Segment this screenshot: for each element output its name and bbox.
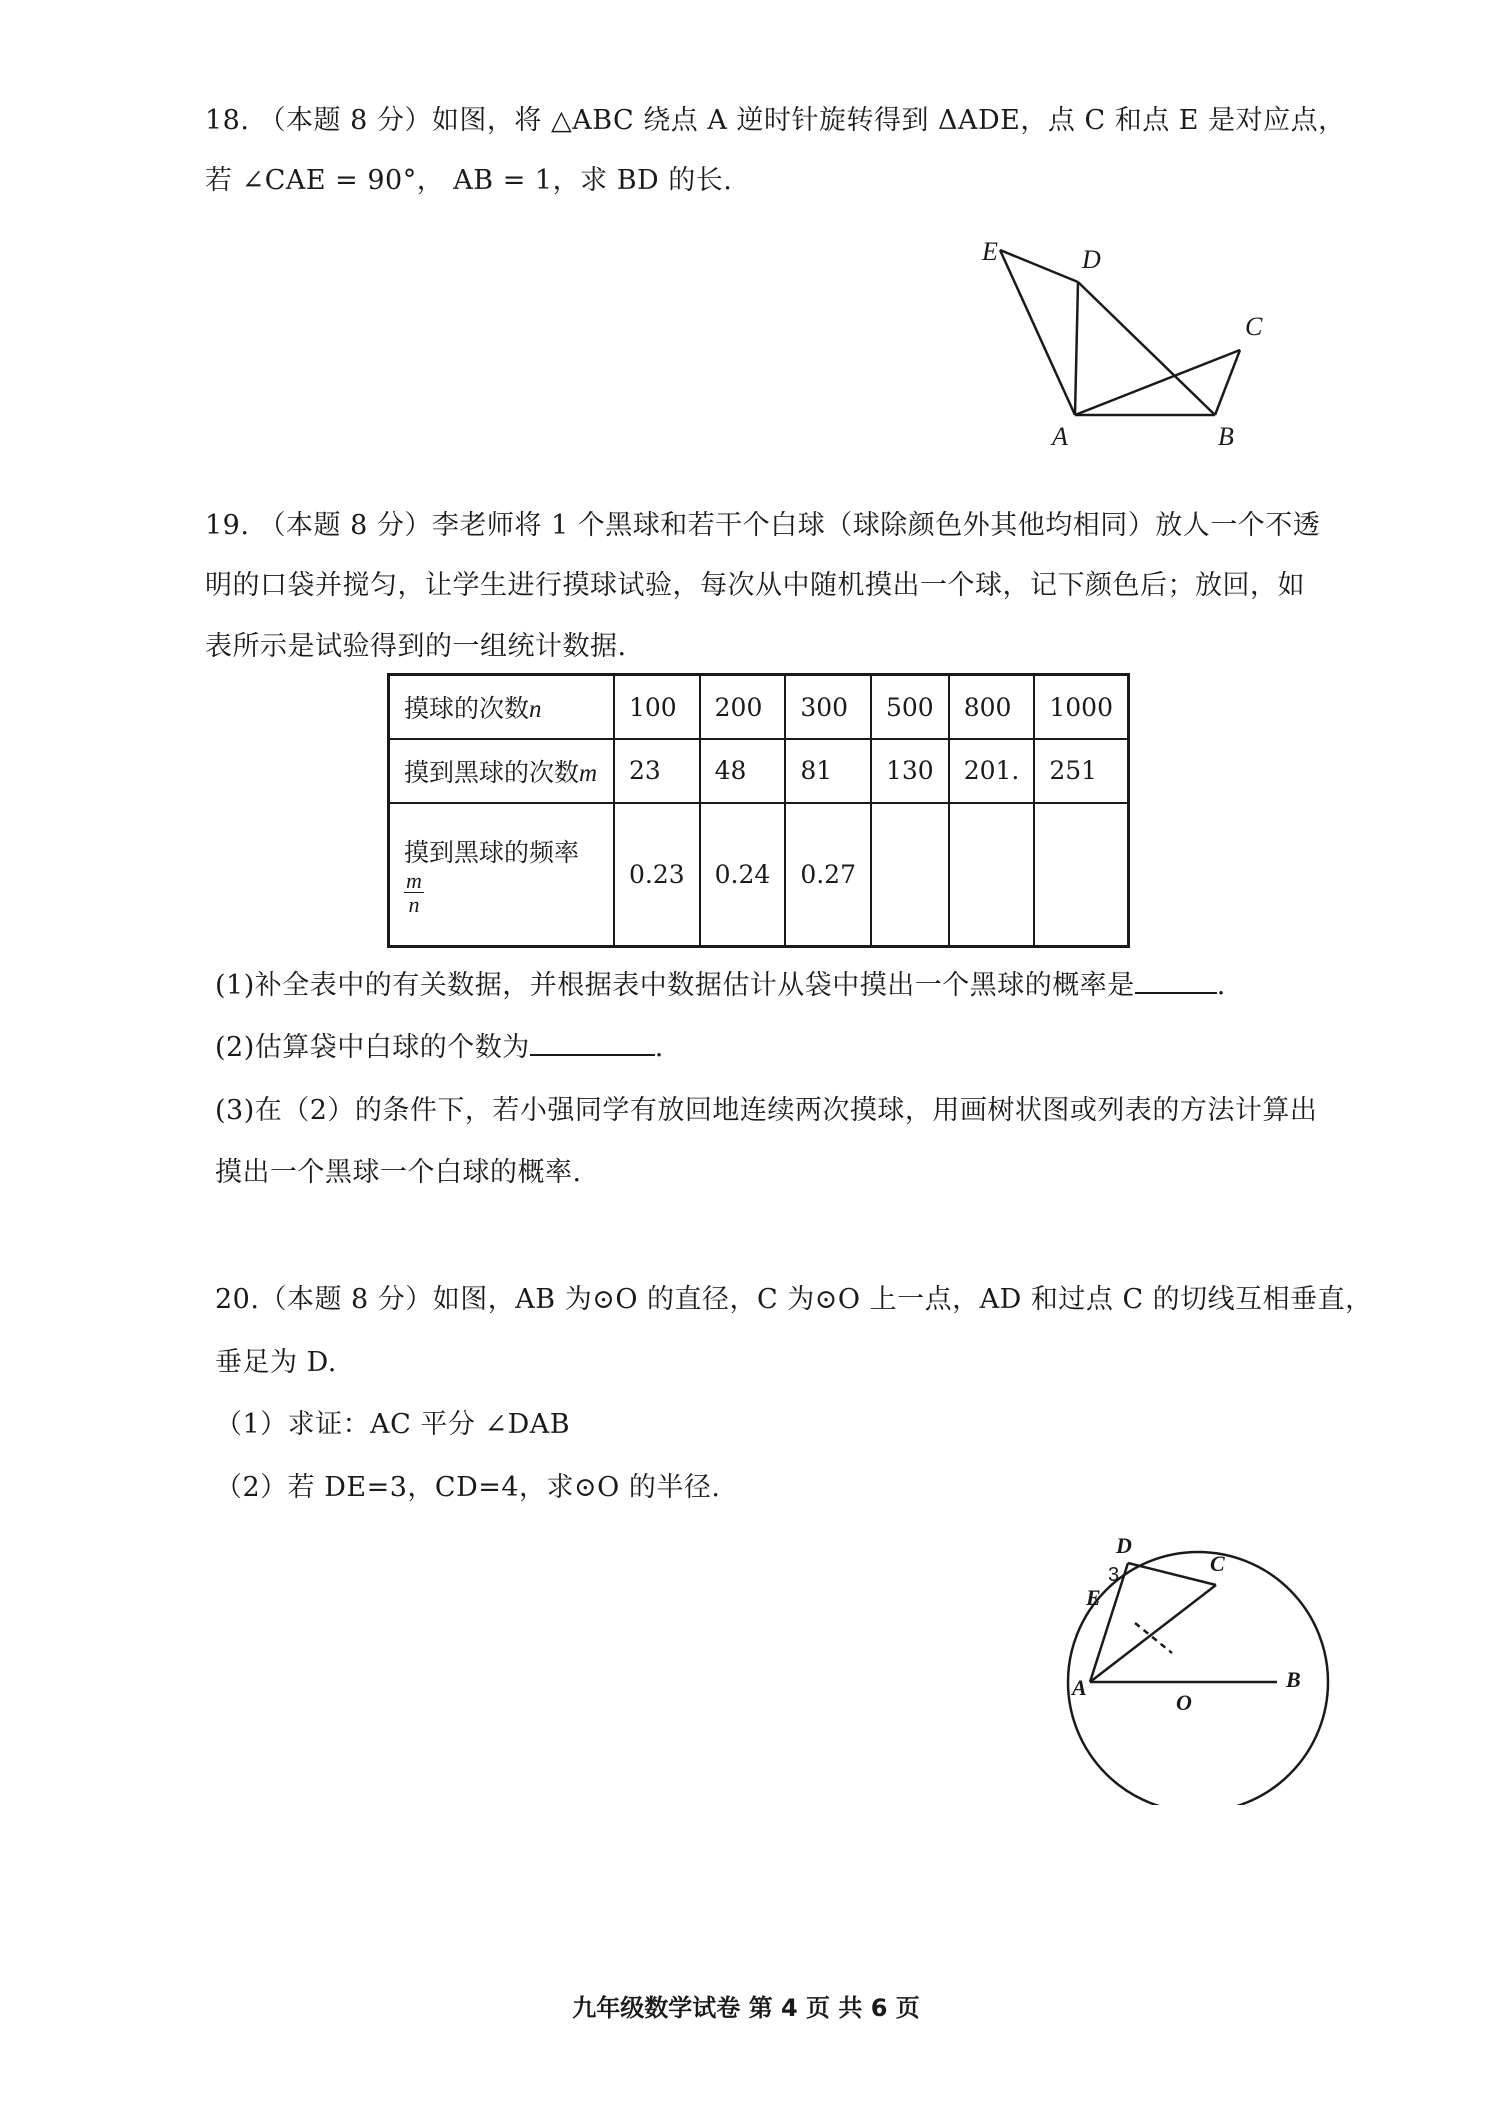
q20-line2: 垂足为 D. [215, 1347, 337, 1378]
q20-part2: （2）若 DE=3，CD=4，求⊙O 的半径. [215, 1472, 721, 1503]
segment-AC [1090, 1585, 1216, 1682]
n-cell: 500 [871, 675, 949, 740]
q19-part3-line2: 摸出一个黑球一个白球的概率. [215, 1157, 582, 1188]
q19-line1: 19. （本题 8 分）李老师将 1 个黑球和若干个白球（球除颜色外其他均相同）放人一个不透 [205, 510, 1321, 541]
freq-cell[interactable] [871, 803, 949, 947]
handwritten-mark: 3 [1108, 1564, 1120, 1586]
q18-label-C: C [1245, 312, 1263, 341]
q19-line2: 明的口袋并搅匀，让学生进行摸球试验，每次从中随机摸出一个球，记下颜色后；放回，如 [205, 570, 1305, 601]
q18-edge-DB [1078, 282, 1215, 415]
m-cell: 48 [700, 739, 786, 803]
q20-label-D: D [1116, 1533, 1132, 1558]
n-cell: 300 [785, 675, 871, 740]
m-cell: 130 [871, 739, 949, 803]
q18-edge-DA [1075, 282, 1078, 415]
table-row [389, 675, 1129, 740]
q20-line1: 20.（本题 8 分）如图，AB 为⊙O 的直径，C 为⊙O 上一点，AD 和过点 C 的切线互相垂直， [215, 1284, 1373, 1315]
q19-part1: (1)补全表中的有关数据，并根据表中数据估计从袋中摸出一个黑球的概率是 . [215, 970, 1226, 1001]
q18-edge-CB [1215, 350, 1240, 415]
q18-line1: 18. （本题 8 分）如图，将 △ABC 绕点 A 逆时针旋转得到 ΔADE，点 C 和点 E 是对应点， [205, 105, 1346, 136]
q20-part1: （1）求证：AC 平分 ∠DAB [215, 1409, 571, 1440]
q20-figure [1050, 1525, 1330, 1805]
q20-label-C: C [1210, 1551, 1225, 1576]
dashed-line [1135, 1623, 1172, 1653]
q19-line3: 表所示是试验得到的一组统计数据. [205, 631, 627, 662]
m-cell: 81 [785, 739, 871, 803]
q20-label-B: B [1286, 1667, 1301, 1692]
tangent-DC [1128, 1563, 1216, 1585]
m-cell: 23 [614, 739, 700, 803]
q18-edge-EA [1000, 250, 1075, 415]
q19-part2: (2)估算袋中白球的个数为 . [215, 1032, 664, 1063]
q19-part3-line1: (3)在（2）的条件下，若小强同学有放回地连续两次摸球，用画树状图或列表的方法计算出 [215, 1095, 1318, 1126]
m-cell: 251 [1034, 739, 1128, 803]
page-footer: 九年级数学试卷 第 4 页 共 6 页 [572, 1994, 920, 2022]
n-cell: 200 [700, 675, 786, 740]
freq-cell: 0.24 [700, 803, 786, 947]
m-cell: 201. [949, 739, 1035, 803]
q20-label-E: E [1086, 1585, 1101, 1610]
row2-header: 摸到黑球的次数m [389, 739, 614, 803]
answer-blank[interactable] [530, 1032, 655, 1056]
table-row [389, 739, 1129, 803]
q18-label-A: A [1052, 422, 1068, 451]
n-cell: 1000 [1034, 675, 1128, 740]
freq-cell[interactable] [949, 803, 1035, 947]
n-cell: 100 [614, 675, 700, 740]
q19-data-table [387, 673, 1130, 948]
freq-cell: 0.27 [785, 803, 871, 947]
q20-label-O: O [1176, 1690, 1192, 1715]
q18-line2: 若 ∠CAE = 90°， AB = 1，求 BD 的长. [205, 165, 733, 196]
freq-cell: 0.23 [614, 803, 700, 947]
q18-label-D: D [1082, 245, 1101, 274]
row1-header: 摸球的次数n [389, 675, 614, 740]
q20-label-A: A [1072, 1675, 1087, 1700]
row3-header: 摸到黑球的频率 $\frac{m}{n}$ [389, 803, 614, 947]
table-row [389, 803, 1129, 947]
n-cell: 800 [949, 675, 1035, 740]
answer-blank[interactable] [1135, 970, 1217, 994]
freq-cell[interactable] [1034, 803, 1128, 947]
q18-figure [960, 230, 1280, 460]
q18-label-E: E [982, 237, 998, 266]
q18-label-B: B [1218, 422, 1234, 451]
